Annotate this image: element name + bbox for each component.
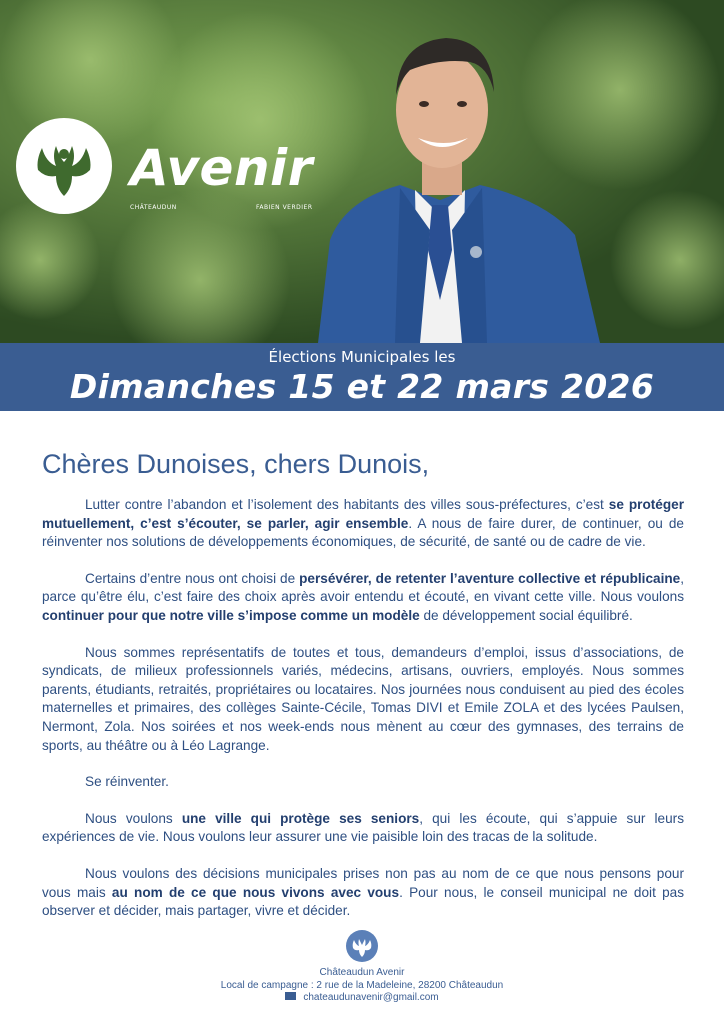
- footer-logo: [346, 930, 378, 962]
- city-label: CHÂTEAUDUN: [130, 204, 177, 211]
- text-run: . Pour nous, le conseil municipal ne doit pas observer et décider, mais partager, vivre et décider.: [42, 884, 685, 919]
- bold-run: une ville qui protège ses seniors: [181, 810, 420, 826]
- bold-run: persévérer, de retenter l’aventure collective et républicaine: [299, 570, 681, 586]
- letter-body: [42, 446, 684, 939]
- logo-badge: [16, 118, 112, 214]
- paragraph-4: [42, 773, 684, 792]
- footer-org: Châteaudun Avenir: [319, 967, 405, 978]
- brand-name: Avenir: [130, 139, 313, 197]
- eagle-icon: [16, 118, 112, 214]
- paragraph-1: [42, 496, 684, 552]
- text-run: Nous sommes représentatifs de toutes et tous, demandeurs d’emploi, issus d’associations, de syndicats, de milieux professionnels variés, médecins, artisans, ouvriers, employés. Nous sommes parents, étudiants, retraités, propriétaires ou locataires. Nos journées nous conduisent au pied des écoles maternelles et primaires, des collèges Sainte-Cécile, Tomas DIVI et Emile ZOLA et des lycées Paulsen, Nermont, Zola. Nos soirées et nos week-ends nous mènent au cœur des gymnases, des terrains de sports, au théâtre ou à Léo Lagrange.: [42, 644, 684, 753]
- banner-dates: Dimanches 15 et 22 mars 2026: [69, 367, 655, 406]
- hero-photo: [0, 0, 724, 343]
- candidate-label: FABIEN VERDIER: [256, 204, 313, 211]
- text-run: , qui les écoute, qui s’appuie sur leurs expériences de vie. Nous voulons leur assurer une vie paisible loin des tracas de la solitude.: [42, 810, 684, 845]
- eagle-icon: [346, 930, 378, 962]
- paragraph-3: [42, 644, 684, 756]
- banner-subtitle: Élections Municipales les: [268, 348, 456, 366]
- footer-address: Local de campagne : 2 rue de la Madeleine, 28200 Châteaudun: [220, 980, 504, 991]
- paragraph-2: [42, 570, 684, 626]
- text-run: Nous voulons: [85, 810, 182, 826]
- greeting-heading: Chères Dunoises, chers Dunois,: [42, 449, 430, 479]
- text-run: Nous voulons des décisions municipales prises non pas au nom de ce que nous pensons pour vous mais: [42, 865, 684, 900]
- bold-run: se protéger mutuellement, c’est s’écouter, se parler, agir ensemble: [42, 497, 684, 531]
- paragraph-5: [42, 810, 684, 847]
- text-run: Certains d’entre nous ont choisi de: [85, 570, 300, 586]
- election-banner: [0, 343, 724, 411]
- text-run: , parce qu’être élu, c’est faire des choix après avoir entendu et écouté, en vivant cette ville. Nous voulons: [42, 570, 684, 605]
- text-run: . A nous de faire durer, de continuer, ou de réinventer nos solutions de développements économiques, de sécurité, de santé ou de cadre de vie.: [42, 515, 684, 550]
- mail-icon: [285, 992, 296, 1000]
- text-run: Lutter contre l’abandon et l’isolement des habitants des villes sous-préfectures, c’est: [85, 497, 609, 512]
- footer-email-line: [0, 992, 724, 1003]
- text-run: Se réinventer.: [85, 774, 169, 790]
- paragraph-6: [42, 865, 684, 921]
- text-run: de développement social équilibré.: [419, 607, 633, 623]
- bold-run: au nom de ce que nous vivons avec vous: [111, 884, 400, 900]
- footer-email[interactable]: chateaudunavenir@gmail.com: [303, 992, 439, 1003]
- bold-run: continuer pour que notre ville s’impose comme un modèle: [42, 607, 420, 623]
